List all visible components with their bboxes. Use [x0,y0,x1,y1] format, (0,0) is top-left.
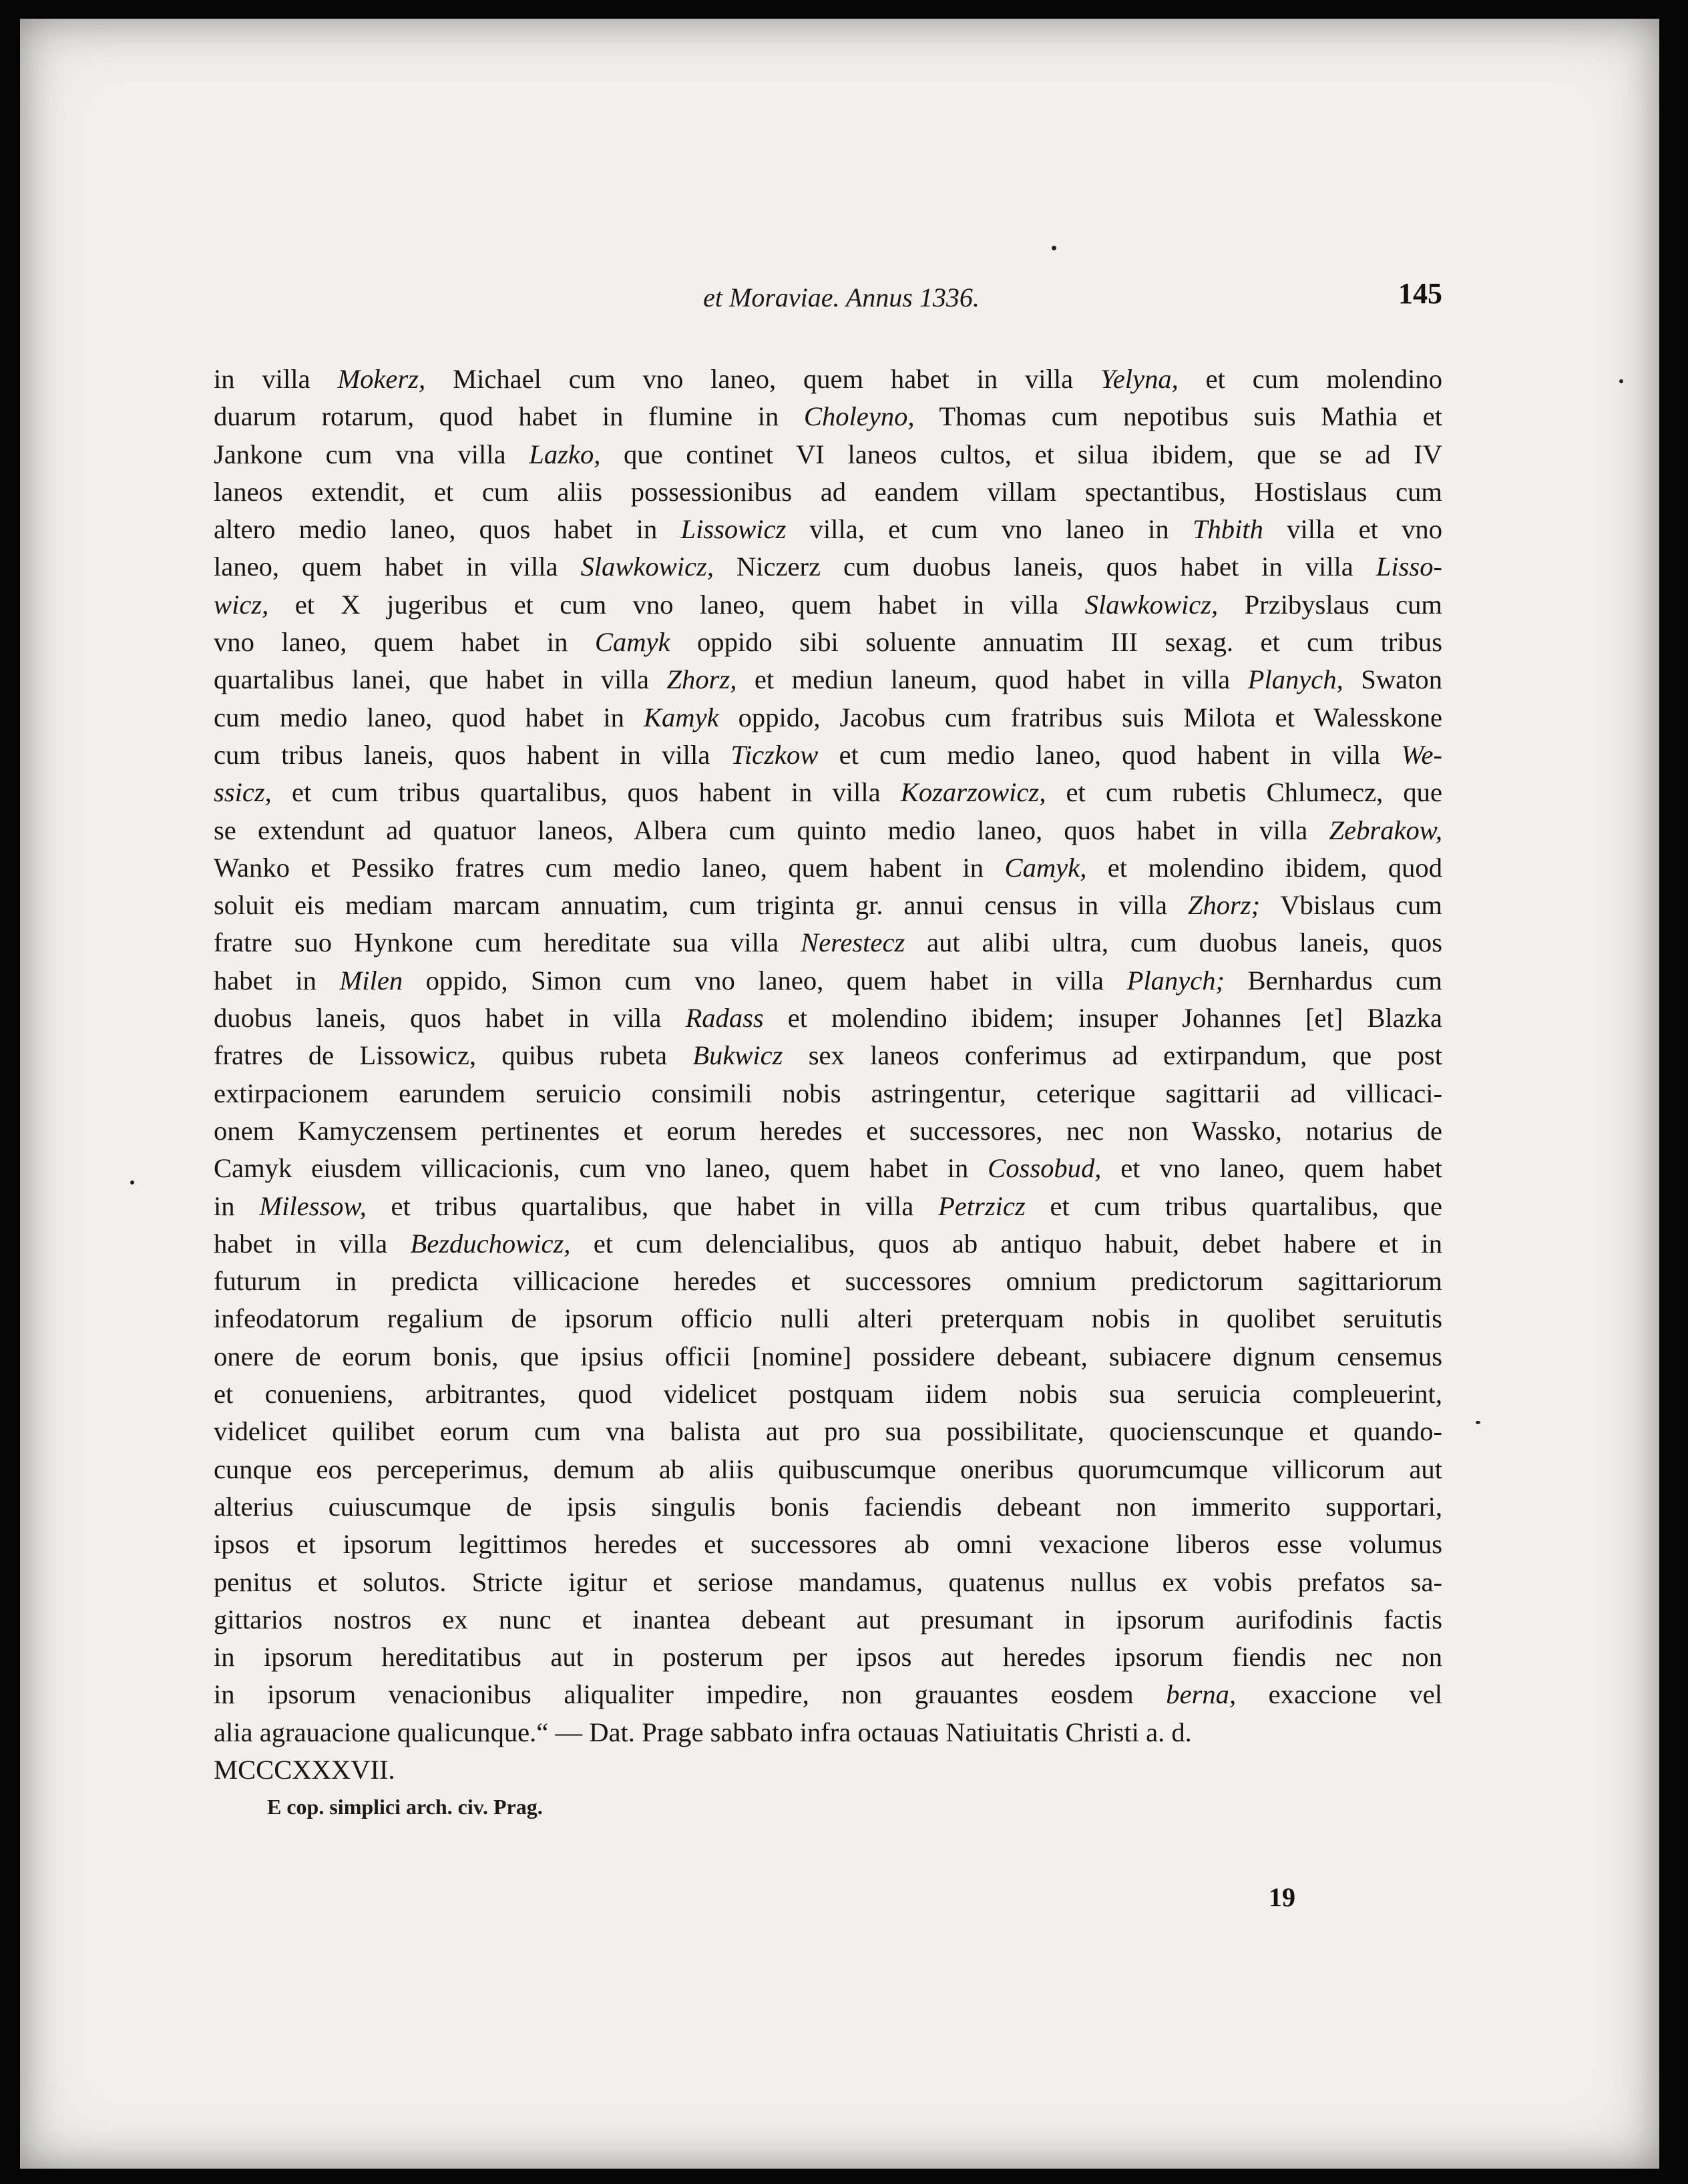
text-line: fratres de Lissowicz, quibus rubeta Bukwicz sex laneos conferimus ad extirpandum, que post [214,1040,1442,1071]
text-line: altero medio laneo, quos habet in Lissowicz villa, et cum vno laneo in Thbith villa et vno [214,514,1442,545]
signature-mark: 19 [1269,1882,1295,1912]
italic-place-name: Radass [685,1003,764,1034]
italic-place-name: Planych, [1247,664,1343,695]
text-line: wicz, et X jugeribus et cum vno laneo, quem habet in villa Slawkowicz, Przibyslaus cum [214,589,1442,620]
scan-speck [1476,1421,1480,1424]
italic-place-name: Bezduchowicz, [410,1228,571,1259]
text-line: penitus et solutos. Stricte igitur et seriose mandamus, quatenus nullus ex vobis prefatos sa- [214,1566,1442,1597]
text-line: ssicz, et cum tribus quartalibus, quos habent in villa Kozarzowicz, et cum rubetis Chlumecz, que [214,777,1442,808]
scan-speck [1619,379,1623,383]
text-line: quartalibus lanei, que habet in villa Zhorz, et mediun laneum, quod habet in villa Planych, Swaton [214,664,1442,695]
text-line: videlicet quilibet eorum cum vna balista aut pro sua possibilitate, quocienscunque et quando- [214,1416,1442,1447]
italic-place-name: Camyk, [1004,852,1087,883]
italic-place-name: Ticzkow [730,739,819,770]
text-line: Jankone cum vna villa Lazko, que continet VI laneos cultos, et silua ibidem, que se ad IV [214,439,1442,469]
text-line: in ipsorum venacionibus aliqualiter impedire, non grauantes eosdem berna, exaccione vel [214,1679,1442,1710]
italic-place-name: Thbith [1192,514,1263,545]
italic-place-name: Slawkowicz, [1084,589,1219,620]
italic-place-name: Choleyno, [803,401,915,432]
text-line: cum tribus laneis, quos habent in villa Ticzkow et cum medio laneo, quod habent in villa We- [214,739,1442,770]
italic-place-name: We- [1401,739,1442,770]
text-line: infeodatorum regalium de ipsorum officio nulli alteri preterquam nobis in quolibet seruitutis [214,1303,1442,1334]
italic-place-name: Lissowicz [680,514,787,545]
text-line: gittarios nostros ex nunc et inantea debeant aut presumant in ipsorum aurifodinis factis [214,1604,1442,1634]
text-line: cunque eos perceperimus, demum ab aliis quibuscumque oneribus quorumcumque villicorum aut [214,1454,1442,1484]
text-line: Wanko et Pessiko fratres cum medio laneo, quem habent in Camyk, et molendino ibidem, quod [214,852,1442,883]
text-line: alia agrauacione qualicunque.“ — Dat. Prage sabbato infra octauas Natiuitatis Christi a. d. [214,1717,1192,1747]
text-line: se extendunt ad quatuor laneos, Albera cum quinto medio laneo, quos habet in villa Zebrakow, [214,815,1442,845]
page-number: 145 [1398,277,1442,310]
text-line: onere de eorum bonis, que ipsius officii [nomine] possidere debeant, subiacere dignum censemus [214,1341,1442,1371]
italic-place-name: Lisso- [1376,552,1442,582]
text-line: Camyk eiusdem villicacionis, cum vno laneo, quem habet in Cossobud, et vno laneo, quem habet [214,1153,1443,1184]
italic-place-name: Yelyna, [1100,364,1179,394]
text-line: onem Kamyczensem pertinentes et eorum heredes et successores, nec non Wassko, notarius de [214,1115,1442,1146]
scan-speck [130,1180,134,1184]
italic-place-name: Planych; [1126,965,1225,996]
italic-place-name: berna, [1166,1679,1237,1710]
italic-place-name: Zhorz; [1187,890,1261,921]
text-line: habet in Milen oppido, Simon cum vno laneo, quem habet in villa Planych; Bernhardus cum [214,965,1442,996]
text-line: fratre suo Hynkone cum hereditate sua villa Nerestecz aut alibi ultra, cum duobus laneis, quos [214,927,1442,958]
text-line: habet in villa Bezduchowicz, et cum delencialibus, quos ab antiquo habuit, debet habere et in [214,1228,1442,1259]
text-line: in ipsorum hereditatibus aut in posterum per ipsos aut heredes ipsorum fiendis nec non [214,1642,1442,1673]
text-line: laneos extendit, et cum aliis possessionibus ad eandem villam spectantibus, Hostislaus cum [214,476,1442,507]
scan-speck [1052,246,1056,250]
italic-place-name: Milen [339,965,403,996]
body-text [214,361,1442,1789]
italic-place-name: Bukwicz [692,1040,783,1071]
italic-place-name: Zebrakow, [1329,815,1442,845]
text-line: laneo, quem habet in villa Slawkowicz, Niczerz cum duobus laneis, quos habet in villa Lisso- [214,552,1442,582]
text-line: alterius cuiuscumque de ipsis singulis bonis faciendis debeant non immerito supportari, [214,1491,1442,1522]
italic-place-name: wicz, [214,589,269,620]
italic-place-name: Camyk [594,627,670,658]
source-note: E cop. simplici arch. civ. Prag. [267,1795,543,1819]
text-line: MCCCXXXVII. [214,1754,395,1785]
italic-place-name: Slawkowicz, [580,552,714,582]
scanned-page [20,19,1659,2169]
text-line: soluit eis mediam marcam annuatim, cum triginta gr. annui census in villa Zhorz; Vbislaus cum [214,890,1442,921]
text-line: duobus laneis, quos habet in villa Radass et molendino ibidem; insuper Johannes [et] Blazka [214,1003,1442,1034]
text-line: extirpacionem earundem seruicio consimili nobis astringentur, ceterique sagittarii ad villicaci- [214,1078,1442,1108]
italic-place-name: Mokerz, [337,364,426,394]
running-title: et Moraviae. Annus 1336. [703,282,980,312]
text-line: duarum rotarum, quod habet in flumine in Choleyno, Thomas cum nepotibus suis Mathia et [214,401,1442,432]
text-line: futurum in predicta villicacione heredes et successores omnium predictorum sagittariorum [214,1266,1442,1297]
italic-place-name: Petrzicz [937,1190,1026,1221]
text-line: ipsos et ipsorum legittimos heredes et successores ab omni vexacione liberos esse volumus [214,1529,1442,1560]
italic-place-name: Nerestecz [801,927,905,958]
italic-place-name: Lazko, [529,439,601,469]
italic-place-name: ssicz, [214,777,272,808]
italic-place-name: Kozarzowicz, [900,777,1046,808]
text-line: in villa Mokerz, Michael cum vno laneo, quem habet in villa Yelyna, et cum molendino [214,364,1442,394]
italic-place-name: Milessow, [259,1190,367,1221]
italic-place-name: Cossobud, [988,1153,1102,1184]
italic-place-name: Kamyk [643,702,719,732]
text-line: in Milessow, et tribus quartalibus, que habet in villa Petrzicz et cum tribus quartalibus, que [214,1190,1443,1221]
text-line: vno laneo, quem habet in Camyk oppido sibi soluente annuatim III sexag. et cum tribus [214,627,1442,658]
italic-place-name: Zhorz, [666,664,737,695]
text-line: cum medio laneo, quod habet in Kamyk oppido, Jacobus cum fratribus suis Milota et Walesskone [214,702,1442,732]
text-line: et conueniens, arbitrantes, quod videlicet postquam iidem nobis sua seruicia compleuerint, [214,1379,1442,1409]
page-header [214,274,1442,327]
